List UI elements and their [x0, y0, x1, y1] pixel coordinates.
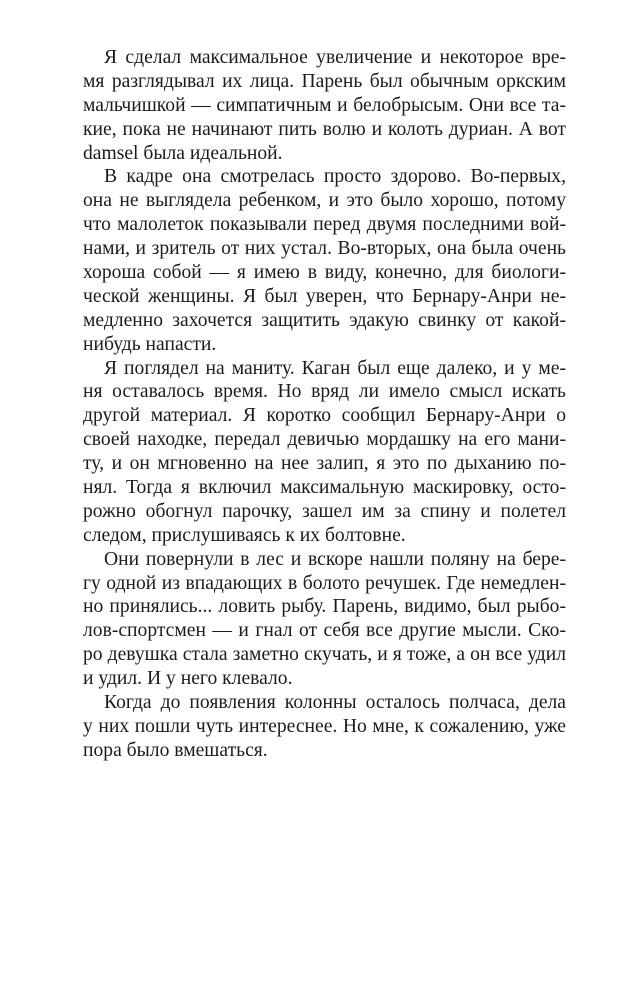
text-line: у них пошли чуть интереснее. Но мне, к сожалению, уже [83, 715, 566, 737]
text-line: но принялись... ловить рыбу. Парень, видимо, был рыбо- [83, 596, 566, 618]
text-line: следом, прислушиваясь к их болтовне. [83, 524, 406, 546]
text-line: ту, и он мгновенно на нее залип, я это по дыханию по- [83, 453, 566, 475]
text-line: медленно захочется защитить эдакую свинку от какой- [83, 309, 566, 331]
text-line: другой материал. Я коротко сообщил Бернару-Анри о [83, 405, 566, 427]
text-line: Они повернули в лес и вскоре нашли поляну на бере- [104, 548, 566, 570]
text-line: нял. Тогда я включил максимальную маскировку, осто- [83, 477, 566, 499]
text-line: кие, пока не начинают пить волю и колоть дуриан. А вот [83, 118, 566, 140]
text-line: рожно обогнул парочку, зашел им за спину и полетел [83, 500, 566, 522]
text-line: ня оставалось время. Но вряд ли имело смысл искать [83, 381, 566, 403]
text-line: damsel была идеальной. [83, 142, 283, 164]
text-line: что малолеток показывали перед двумя последними вой- [83, 214, 566, 236]
text-line: пора было вмешаться. [83, 739, 268, 761]
text-line: мальчишкой — симпатичным и белобрысым. Они все та- [83, 94, 566, 116]
text-line: лов-спортсмен — и гнал от себя все другие мысли. Ско- [83, 620, 566, 642]
paragraph-5 [83, 691, 566, 763]
paragraph-2 [83, 165, 566, 356]
text-line: Я сделал максимальное увеличение и некоторое вре- [104, 47, 566, 68]
text-line: нами, и зритель от них устал. Во-вторых, она была очень [83, 238, 566, 260]
book-page [83, 46, 566, 763]
paragraph-4 [83, 548, 566, 691]
text-line: мя разглядывал их лица. Парень был обычным оркским [83, 70, 566, 92]
text-line: своей находке, передал девичью мордашку на его мани- [83, 429, 566, 451]
text-line: и удил. И у него клевало. [83, 668, 293, 690]
text-line: она не выглядела ребенком, и это было хорошо, потому [83, 190, 566, 212]
text-line: хороша собой — я имею в виду, конечно, для биологи- [83, 262, 566, 284]
text-line: ро девушка стала заметно скучать, и я тоже, а он все удил [83, 644, 566, 666]
text-line: ческой женщины. Я был уверен, что Бернару-Анри не- [83, 285, 566, 307]
text-line: Я поглядел на маниту. Каган был еще далеко, и у ме- [104, 357, 566, 379]
text-line: Когда до появления колонны осталось полчаса, дела [104, 692, 566, 714]
text-line: гу одной из впадающих в болото речушек. Где немедлен- [83, 572, 566, 594]
paragraph-3 [83, 357, 566, 548]
text-line: В кадре она смотрелась просто здорово. Во-первых, [104, 166, 566, 188]
text-line: нибудь напасти. [83, 333, 217, 355]
paragraph-1 [83, 46, 566, 165]
